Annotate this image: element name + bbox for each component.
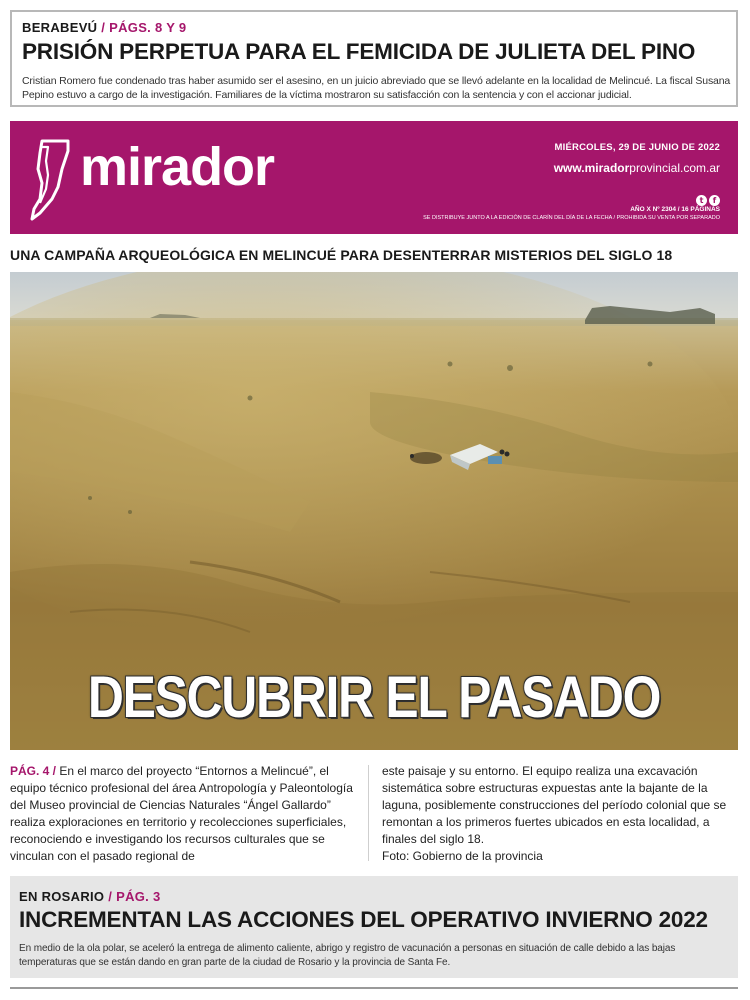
bottom-story-separator: / <box>108 889 113 904</box>
twitter-icon[interactable]: t <box>696 195 707 206</box>
main-story-body-text-2: este paisaje y su entorno. El equipo realiza una excavación sistemática sobre estructuras expuestas ante la bajante de la laguna, posiblemente construcciones del período colonial que se remontan a los primeros fuertes ubicados en esta localidad, a finales del siglo 18. <box>382 764 727 846</box>
facebook-icon[interactable]: f <box>709 195 720 206</box>
website-bold: www.mirador <box>553 161 630 175</box>
website-rest: provincial.com.ar <box>629 161 720 175</box>
top-story-headline[interactable]: PRISIÓN PERPETUA PARA EL FEMICIDA DE JULIETA DEL PINO <box>22 39 696 64</box>
masthead <box>10 121 738 234</box>
top-story-summary: Cristian Romero fue condenado tras haber asumido ser el asesino, en un juicio abreviado que se llevó adelante en la localidad de Melincué. La fiscal Susana Pepino estuvo a cargo de la investigación. Familiares de la víctima mostraron su satisfacción con la sentencia y con el accionar judicial. <box>22 75 731 101</box>
main-story-body-text-1: En el marco del proyecto “Entornos a Melincué”, el equipo técnico profesional del área Antropología y Paleontología del Museo provincial de Ciencias Naturales “Ángel Gallardo” realiza exploraciones en territorio y recolecciones superficiales, reconociendo e investigando los recursos culturales que se vinculan con el pasado regional de <box>10 764 353 863</box>
distribution-note: SE DISTRIBUYE JUNTO A LA EDICIÓN DE CLARÍN DEL DÍA DE LA FECHA / PROHIBIDA SU VENTA POR SEPARADO <box>423 215 720 221</box>
edition-date: MIÉRCOLES, 29 DE JUNIO DE 2022 <box>554 142 720 153</box>
website-link[interactable] <box>554 161 720 175</box>
bottom-story-headline[interactable]: INCREMENTAN LAS ACCIONES DEL OPERATIVO INVIERNO 2022 <box>19 907 708 932</box>
photo-credit: Foto: Gobierno de la provincia <box>382 849 543 863</box>
top-story-box <box>10 10 738 107</box>
top-story-separator: / <box>101 20 106 35</box>
bottom-story-kicker <box>19 889 161 904</box>
main-story-kicker: UNA CAMPAÑA ARQUEOLÓGICA EN MELINCUÉ PARA DESENTERRAR MISTERIOS DEL SIGLO 18 <box>10 247 673 263</box>
main-story-body-column-2 <box>382 763 734 865</box>
bottom-story-section: EN ROSARIO <box>19 889 105 904</box>
main-story-body-column-1 <box>10 763 354 865</box>
main-photo <box>10 272 738 750</box>
top-story-kicker <box>22 20 186 35</box>
bottom-rule <box>10 987 738 989</box>
mirador-logo[interactable]: mirador <box>80 137 275 197</box>
santa-fe-map-icon <box>28 139 74 221</box>
main-story-page-ref[interactable]: PÁG. 4 / <box>10 764 57 778</box>
bottom-story-summary: En medio de la ola polar, se aceleró la entrega de alimento caliente, abrigo y registro de vacunación a personas en situación de calle debido a las bajas temperaturas que se están dando en gran parte de la ciudad de Rosario y la provincia de Santa Fe. <box>19 943 676 968</box>
bottom-story-pages: PÁG. 3 <box>116 889 161 904</box>
bottom-story-box <box>10 876 738 978</box>
column-divider <box>368 765 369 861</box>
top-story-section: BERABEVÚ <box>22 20 98 35</box>
top-story-pages: PÁGS. 8 Y 9 <box>109 20 187 35</box>
main-story-headline[interactable]: DESCUBRIR EL PASADO <box>87 665 661 730</box>
issue-number: AÑO X Nº 2304 / 16 PÁGINAS <box>630 206 720 213</box>
